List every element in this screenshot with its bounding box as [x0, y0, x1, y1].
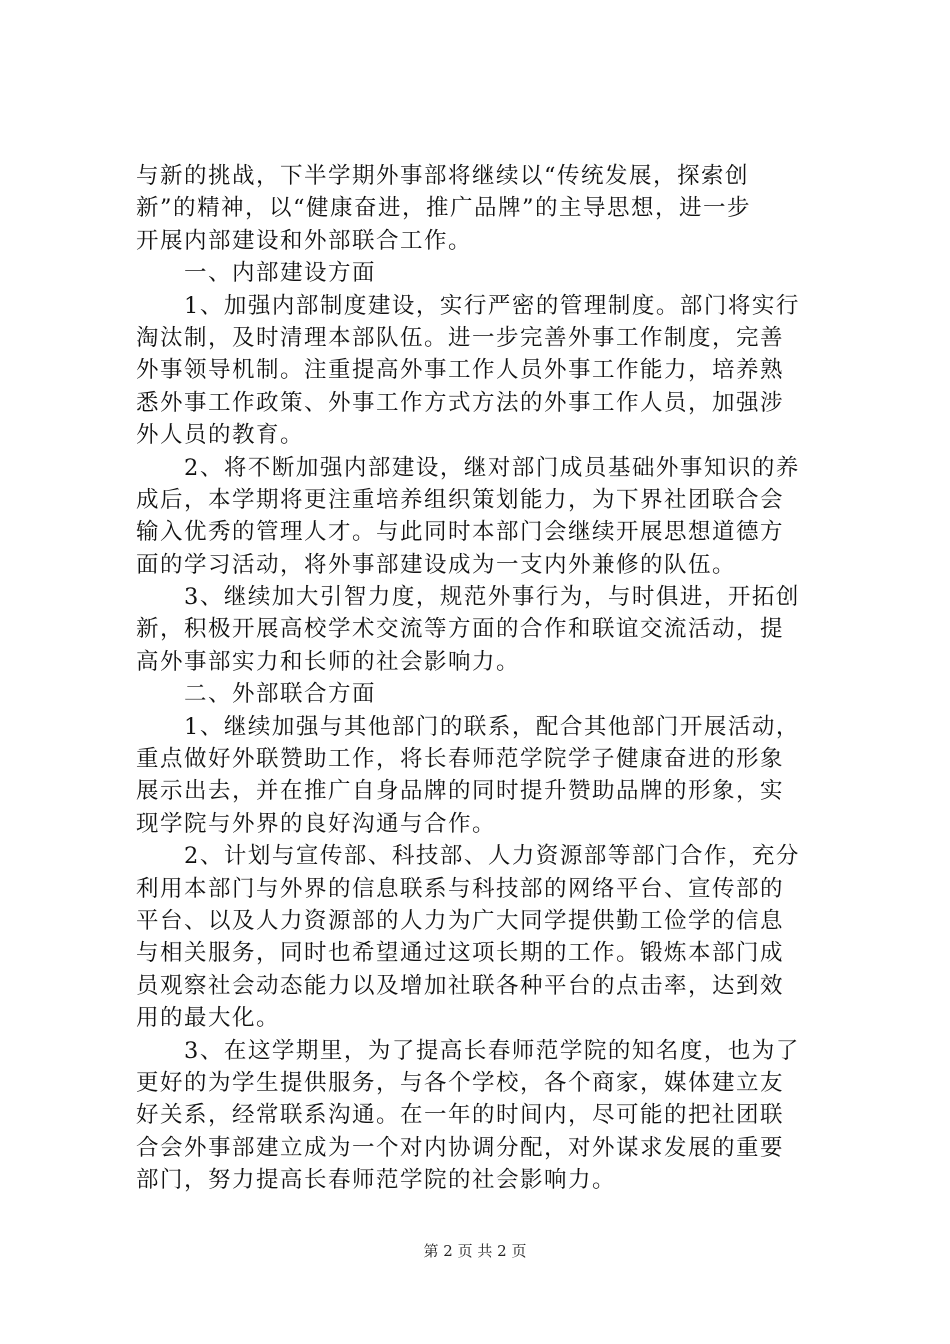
text-line: 与相关服务，同时也希望通过这项长期的工作。锻炼本部门成 [136, 940, 785, 967]
section-heading: 一、内部建设方面 [136, 260, 377, 287]
section-heading: 二、外部联合方面 [136, 681, 377, 708]
text-line: 展示出去，并在推广自身品牌的同时提升赞助品牌的形象，实 [136, 778, 785, 805]
text-line: 新，积极开展高校学术交流等方面的合作和联谊交流活动，提 [136, 616, 785, 643]
text-line: 部门，努力提高长春师范学院的社会影响力。 [136, 1167, 617, 1194]
text-line: 输入优秀的管理人才。与此同时本部门会继续开展思想道德方 [136, 519, 785, 546]
text-line: 开展内部建设和外部联合工作。 [136, 227, 473, 254]
text-line: 利用本部门与外界的信息联系与科技部的网络平台、宣传部的 [136, 875, 785, 902]
text-line: 外人员的教育。 [136, 422, 305, 449]
text-line: 用的最大化。 [136, 1005, 281, 1032]
text-line: 1、继续加强与其他部门的联系，配合其他部门开展活动， [136, 713, 800, 740]
text-line: 高外事部实力和长师的社会影响力。 [136, 648, 521, 675]
text-line: 面的学习活动，将外事部建设成为一支内外兼修的队伍。 [136, 551, 737, 578]
text-line: 员观察社会动态能力以及增加社联各种平台的点击率，达到效 [136, 972, 785, 999]
text-line: 1、加强内部制度建设，实行严密的管理制度。部门将实行 [136, 292, 800, 319]
text-line: 淘汰制，及时清理本部队伍。进一步完善外事工作制度，完善 [136, 324, 785, 351]
text-line: 3、在这学期里，为了提高长春师范学院的知名度，也为了 [136, 1037, 800, 1064]
text-line: 平台、以及人力资源部的人力为广大同学提供勤工俭学的信息 [136, 907, 785, 934]
text-line: 更好的为学生提供服务，与各个学校，各个商家，媒体建立友 [136, 1069, 785, 1096]
text-line: 与新的挑战，下半学期外事部将继续以“传统发展，探索创 [136, 163, 750, 189]
text-line: 外事领导机制。注重提高外事工作人员外事工作能力，培养熟 [136, 357, 785, 384]
text-line: 重点做好外联赞助工作，将长春师范学院学子健康奋进的形象 [136, 746, 785, 773]
text-line: 成后，本学期将更注重培养组织策划能力，为下界社团联合会 [136, 486, 785, 513]
text-line: 好关系，经常联系沟通。在一年的时间内，尽可能的把社团联 [136, 1102, 785, 1129]
text-line: 悉外事工作政策、外事工作方式方法的外事工作人员，加强涉 [136, 389, 785, 416]
text-line: 合会外事部建立成为一个对内协调分配，对外谋求发展的重要 [136, 1134, 785, 1161]
text-line: 3、继续加大引智力度，规范外事行为，与时俱进，开拓创 [136, 584, 800, 611]
page-footer: 第 2 页 共 2 页 [423, 1242, 527, 1260]
document-body [136, 160, 828, 1197]
text-line: 2、将不断加强内部建设，继对部门成员基础外事知识的养 [136, 454, 800, 481]
text-line: 2、计划与宣传部、科技部、人力资源部等部门合作，充分 [136, 843, 800, 870]
text-line: 现学院与外界的良好沟通与合作。 [136, 810, 497, 837]
text-line: 新”的精神，以“健康奋进，推广品牌”的主导思想，进一步 [136, 195, 752, 222]
